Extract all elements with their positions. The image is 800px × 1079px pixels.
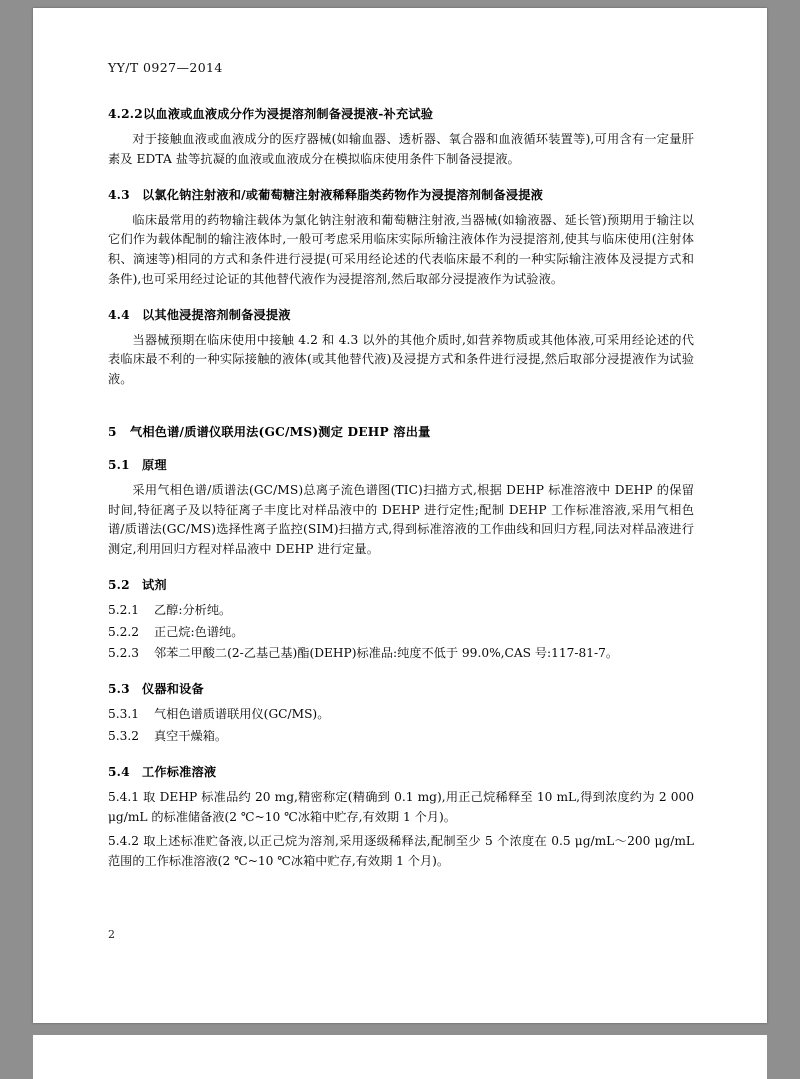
list-item — [108, 644, 694, 664]
item-label: 5.3.2 — [108, 729, 140, 744]
page-number: 2 — [108, 928, 115, 941]
section-heading-5 — [108, 423, 694, 440]
section-heading-5-4 — [108, 763, 694, 780]
section-title: 以其他浸提溶剂制备浸提液 — [142, 307, 291, 322]
item-label: 5.4.2 — [108, 834, 140, 849]
list-item — [108, 705, 694, 725]
section-title: 试剂 — [142, 577, 167, 592]
item-label: 5.2.2 — [108, 624, 140, 639]
section-heading-5-3 — [108, 680, 694, 697]
paragraph-4-3-1: 临床最常用的药物输注载体为氯化钠注射液和葡萄糖注射液,当器械(如输液器、延长管)预期用于输注以它们作为载体配制的输注液体时,一般可考虑采用临床实际所输注液体作为浸提溶剂,使其与临床使用(注射体积、滴速等)相同的方式和条件进行浸提(可采用经论述的代表临床最不利的一种实际输注液体及浸提方式和条件),也可采用经过论证的其他替代液作为浸提溶剂,然后取部分浸提液作为试验液。 — [108, 212, 694, 286]
section-number: 5.3 — [108, 682, 130, 697]
document-page — [33, 8, 767, 1023]
item-text: 乙醇:分析纯。 — [154, 602, 232, 617]
paragraph-5-1-1: 采用气相色谱/质谱法(GC/MS)总离子流色谱图(TIC)扫描方式,根据 DEHP 标准溶液中 DEHP 的保留时间,特征离子及以特征离子丰度比对样品液中的 DEHP 进行定性;配制 DEHP 工作标准溶液,采用气相色谱/质谱法(GC/MS)选择性离子监控(SIM)扫描方式,得到标准溶液的工作曲线和回归方程,同法对样品液进行测定,利用回归方程对样品液中 DEHP 进行定量。 — [108, 482, 694, 557]
section-title: 气相色谱/质谱仪联用法(GC/MS)测定 DEHP 溶出量 — [130, 424, 431, 439]
item-text: 取上述标准贮备液,以正己烷为溶剂,采用逐级稀释法,配制至少 5 个浓度在 0.5 μg/mL～200 μg/mL 范围的工作标准溶液(2 ℃~10 ℃冰箱中贮存,有效期 1 个月)。 — [108, 834, 695, 869]
section-number: 5.4 — [108, 764, 130, 779]
document-standard-code: YY/T 0927—2014 — [108, 60, 223, 75]
item-label: 5.3.1 — [108, 707, 140, 722]
item-text: 取 DEHP 标准品约 20 mg,精密称定(精确到 0.1 mg),用正己烷稀释至 10 mL,得到浓度约为 2 000 μg/mL 的标准储备液(2 ℃~10 ℃冰箱中贮存,有效期 1 个月)。 — [108, 789, 694, 824]
section-heading-5-2 — [108, 576, 694, 593]
section-title: 仪器和设备 — [142, 682, 204, 697]
paragraph-4-2-2-1: 对于接触血液或血液成分的医疗器械(如输血器、透析器、氧合器和血液循环装置等),可用含有一定量肝素及 EDTA 盐等抗凝的血液或血液成分在模拟临床使用条件下制备浸提液。 — [108, 132, 694, 166]
item-text: 正己烷:色谱纯。 — [154, 624, 244, 639]
paragraph-4-4-1: 当器械预期在临床使用中接触 4.2 和 4.3 以外的其他介质时,如营养物质或其他体液,可采用经论述的代表临床最不利的一种实际接触的液体(或其他替代液)及浸提方式和条件进行浸提,然后取部分浸提液作为试验液。 — [108, 332, 694, 387]
section-number: 5 — [108, 424, 117, 439]
section-number: 4.4 — [108, 307, 130, 322]
item-label: 5.4.1 — [108, 789, 140, 804]
item-text: 气相色谱质谱联用仪(GC/MS)。 — [154, 707, 330, 722]
section-heading-5-1 — [108, 456, 694, 473]
list-item — [108, 601, 694, 621]
item-label: 5.2.1 — [108, 602, 140, 617]
list-item — [108, 832, 694, 872]
section-heading-4-3 — [108, 186, 694, 203]
section-heading-4-4 — [108, 306, 694, 323]
section-heading-4-2-2 — [108, 105, 694, 122]
section-number: 5.1 — [108, 457, 130, 472]
section-number: 4.3 — [108, 187, 130, 202]
list-item — [108, 727, 694, 747]
section-number: 4.2.2 — [108, 107, 143, 121]
item-label: 5.2.3 — [108, 646, 140, 661]
section-title: 工作标准溶液 — [142, 764, 217, 779]
list-item — [108, 788, 694, 828]
section-number: 5.2 — [108, 577, 130, 592]
next-page-edge — [33, 1035, 767, 1079]
section-title: 原理 — [142, 457, 167, 472]
item-text: 邻苯二甲酸二(2-乙基己基)酯(DEHP)标准品:纯度不低于 99.0%,CAS 号:117-81-7。 — [154, 646, 619, 661]
item-text: 真空干燥箱。 — [154, 729, 228, 744]
section-title: 以氯化钠注射液和/或葡萄糖注射液稀释脂类药物作为浸提溶剂制备浸提液 — [142, 187, 544, 202]
page-content — [108, 60, 694, 877]
section-title: 以血液或血液成分作为浸提溶剂制备浸提液-补充试验 — [142, 107, 434, 121]
list-item — [108, 623, 694, 643]
